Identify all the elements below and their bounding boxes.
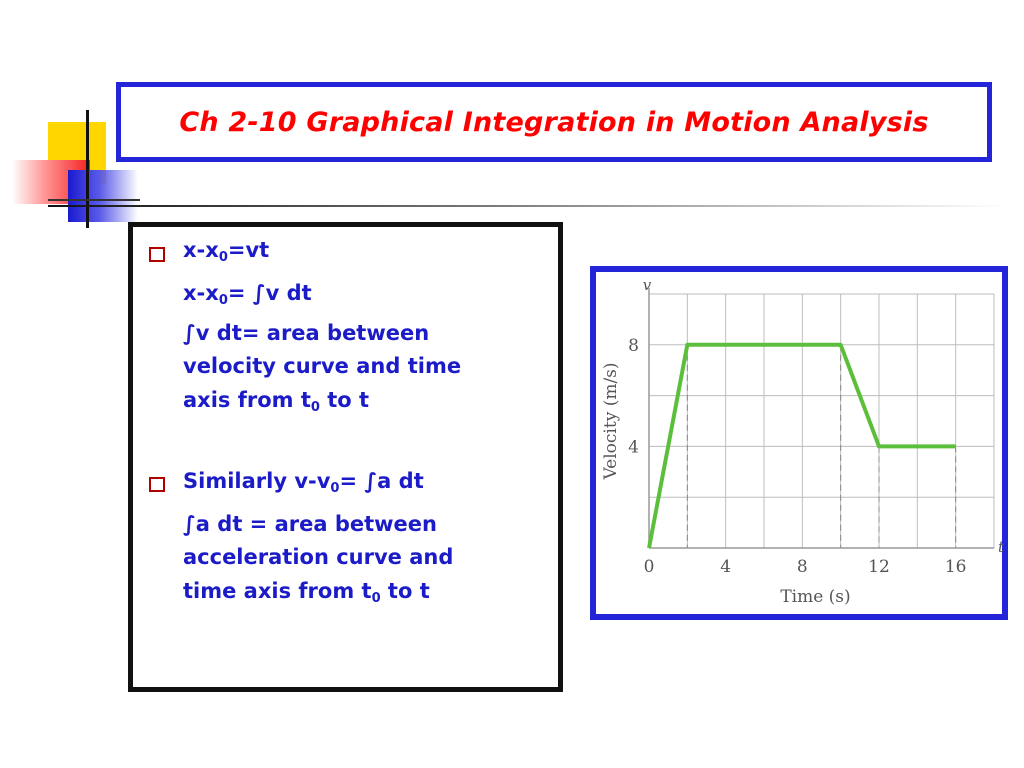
x-tick-label: 8 (796, 557, 808, 577)
x-tick-label: 0 (643, 557, 655, 577)
y-tick-label: 8 (628, 335, 639, 356)
slide-title: Ch 2-10 Graphical Integration in Motion Analysis (179, 106, 929, 138)
x-axis-letter: t (998, 538, 1005, 556)
decor-short-line (48, 199, 140, 201)
text-line: time axis from $t_0$ to t (183, 579, 430, 606)
text-line: axis from $t_0$ to t (183, 388, 370, 415)
text-line: Similarly $v-v_0= \int a$ dt (183, 469, 424, 496)
x-tick-label: 16 (944, 557, 967, 577)
text-line: velocity curve and time (183, 354, 462, 378)
velocity-chart (596, 272, 1005, 614)
y-axis-letter: v (642, 276, 652, 294)
x-axis-title: Time (s) (780, 587, 851, 607)
bullet-icon (149, 247, 165, 262)
decor-divider-line (48, 205, 1008, 207)
y-tick-label: 4 (628, 437, 639, 458)
decor-vertical-line (86, 110, 89, 228)
x-tick-label: 4 (720, 557, 732, 577)
text-panel (128, 222, 563, 692)
text-line: ∫v dt= area between (183, 321, 430, 345)
bullet-icon (149, 477, 165, 492)
chart-frame (590, 266, 1008, 620)
y-axis-title: Velocity (m/s) (601, 362, 621, 480)
decor-blue-bar (68, 170, 138, 222)
text-line: ∫a dt = area between (183, 512, 437, 536)
x-tick-label: 12 (868, 557, 890, 577)
title-frame (116, 82, 992, 162)
text-line: $x-x_0=vt$ (183, 238, 270, 265)
text-line: $x-x_0= \int v$ dt (183, 281, 312, 308)
text-line: acceleration curve and (183, 545, 454, 569)
